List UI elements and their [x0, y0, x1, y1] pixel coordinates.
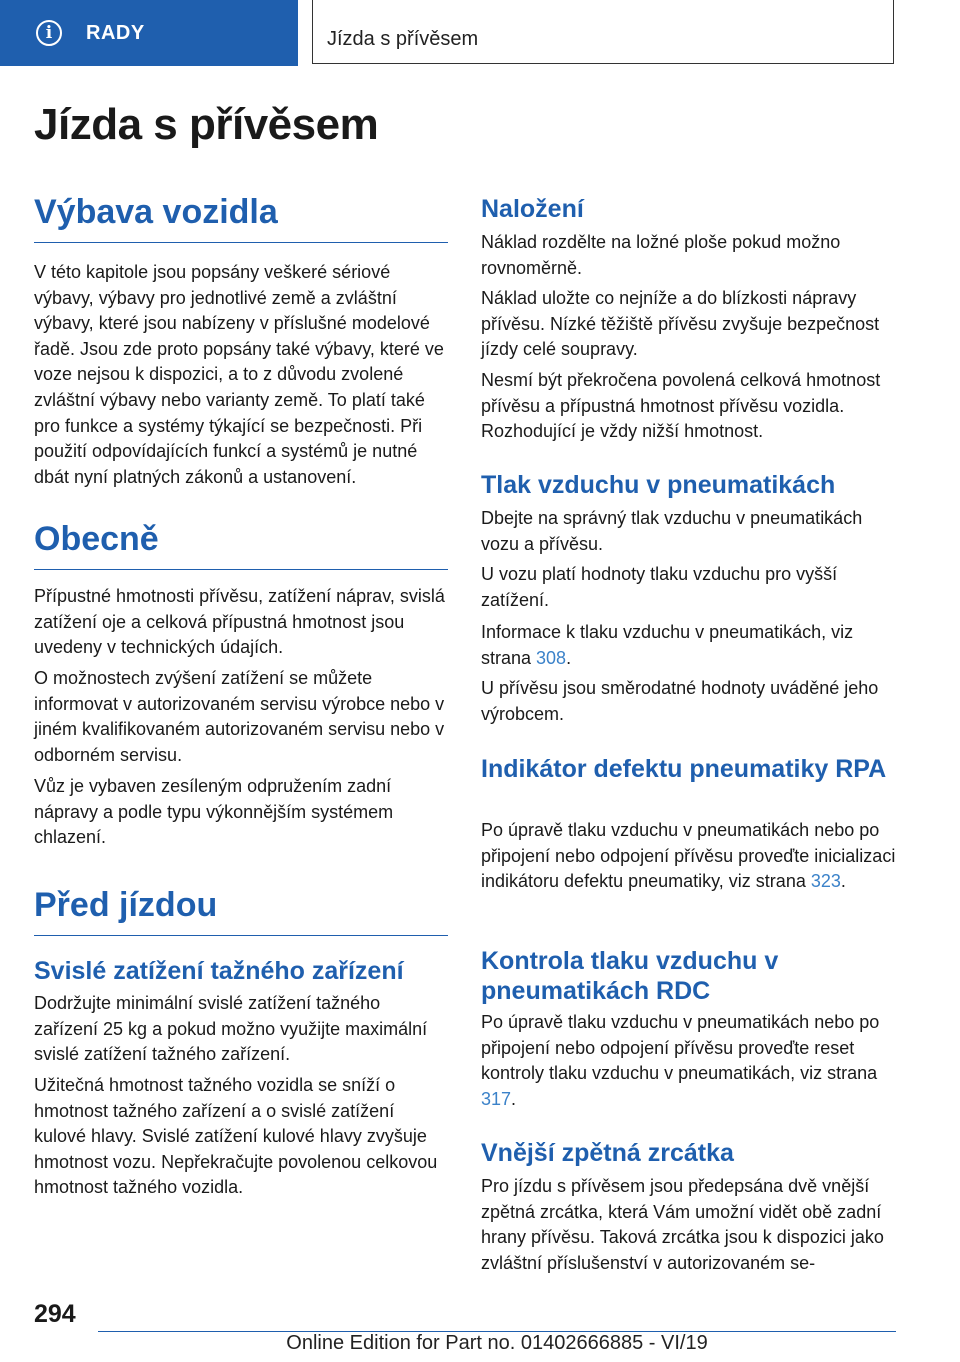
paragraph-nalozeni-3: Nesmí být překročena povolená celková hmotnost přívěsu a přípustná hmotnost přívěsu vozidla. Rozhodující je vždy nižší hmotnost.: [481, 370, 881, 442]
heading-vybava-vozidla: Výbava vozidla: [34, 193, 448, 243]
paragraph-vybava: V této kapitole jsou popsány veškeré sériové výbavy, výbavy pro jednotlivé země a zvláštní výbavy, které jsou nabízeny v příslušné modelové řadě. Jsou zde proto popsány také výbavy, které ve voze nejsou k dispozici, a to z důvodu zvolené zvláštní výbavy nebo varianty země. To platí také pro funkce a systémy týkající se bezpečnosti. Při použití odpovídajících funkcí a systémů je nutné dbát nyní platných zákonů a ustanovení.: [34, 262, 444, 487]
page-number: 294: [34, 1300, 76, 1328]
heading-vnejsi-zrcatka: Vnější zpětná zrcátka: [481, 1139, 734, 1167]
section-tab-label: RADY: [86, 21, 145, 44]
paragraph-rpa: Po úpravě tlaku vzduchu v pneumatikách nebo po připojení nebo odpojení přívěsu proveďte inicializaci indikátoru defektu pneumatiky, viz strana 323.: [481, 820, 896, 892]
chapter-title-tab: [312, 0, 894, 64]
paragraph-zrcatka: Pro jízdu s přívěsem jsou předepsána dvě vnější zpětná zrcátka, která Vám umožní vidět obě zadní hrany přívěsu. Taková zrcátka jsou k dispozici jako zvláštní příslušenství v autorizovaném se-: [481, 1176, 884, 1273]
heading-rdc: Kontrola tlaku vzduchu v pneumatikách RDC: [481, 947, 779, 1005]
paragraph-tlak-4: U přívěsu jsou směrodatné hodnoty uváděné jeho výrobcem.: [481, 678, 879, 724]
page-title: Jízda s přívěsem: [34, 100, 379, 149]
footer-edition: Online Edition for Part no. 01402666885 - VI/19: [286, 1332, 708, 1354]
paragraph-rdc: Po úpravě tlaku vzduchu v pneumatikách nebo po připojení nebo odpojení přívěsu proveďte reset kontroly tlaku vzduchu v pneumatikách, viz strana 317.: [481, 1012, 880, 1109]
paragraph-nalozeni-1: Náklad rozdělte na ložné ploše pokud možno rovnoměrně.: [481, 232, 841, 278]
paragraph-obecne-1: Přípustné hmotnosti přívěsu, zatížení náprav, svislá zatížení oje a celková přípustná hmotnost jsou uvedeny v technických údajích.: [34, 586, 445, 658]
heading-tlak-vzduchu: Tlak vzduchu v pneumatikách: [481, 471, 836, 499]
paragraph-svisle-zatizeni-1: Dodržujte minimální svislé zatížení tažného zařízení 25 kg a pokud možno využijte maximální svislé zatížení tažného zařízení.: [34, 993, 428, 1065]
paragraph-svisle-zatizeni-2: Užitečná hmotnost tažného vozidla se sníží o hmotnost tažného zařízení a o svislé zatížení kulové hlavy. Svislé zatížení kulové hlavy zvyšuje hmotnost vozu. Nepřekračujte povolenou celkovou hmotnost tažného vozidla.: [34, 1075, 438, 1198]
heading-pred-jizdou: Před jízdou: [34, 886, 448, 936]
paragraph-nalozeni-2: Náklad uložte co nejníže a do blízkosti nápravy přívěsu. Nízké těžiště přívěsu zvyšuje bezpečnost jízdy celé soupravy.: [481, 288, 880, 360]
heading-nalozeni: Naložení: [481, 195, 584, 223]
section-tab-rady[interactable]: [0, 0, 298, 66]
paragraph-obecne-2: O možnostech zvýšení zatížení se můžete informovat v autorizovaném servisu výrobce nebo v jiném kvalifikovaném autorizovaném servisu nebo v odborném servisu.: [34, 668, 445, 765]
heading-obecne: Obecně: [34, 520, 448, 570]
heading-svisle-zatizeni: Svislé zatížení tažného zařízení: [34, 957, 404, 985]
page-link-317[interactable]: 317: [481, 1088, 512, 1109]
paragraph-tlak-1: Dbejte na správný tlak vzduchu v pneumatikách vozu a přívěsu.: [481, 508, 863, 554]
heading-rpa: Indikátor defektu pneumatiky RPA: [481, 755, 887, 783]
paragraph-obecne-3: Vůz je vybaven zesíleným odpružením zadní nápravy a podle typu výkonnějším systémem chlazení.: [34, 776, 394, 848]
chapter-title: Jízda s přívěsem: [327, 28, 479, 50]
paragraph-tlak-2: U vozu platí hodnoty tlaku vzduchu pro vyšší zatížení.: [481, 564, 838, 610]
info-icon: i: [36, 20, 62, 46]
page-link-323[interactable]: 323: [810, 871, 841, 892]
page-link-308[interactable]: 308: [536, 647, 567, 668]
paragraph-tlak-3: Informace k tlaku vzduchu v pneumatikách, viz strana 308.: [481, 622, 854, 668]
